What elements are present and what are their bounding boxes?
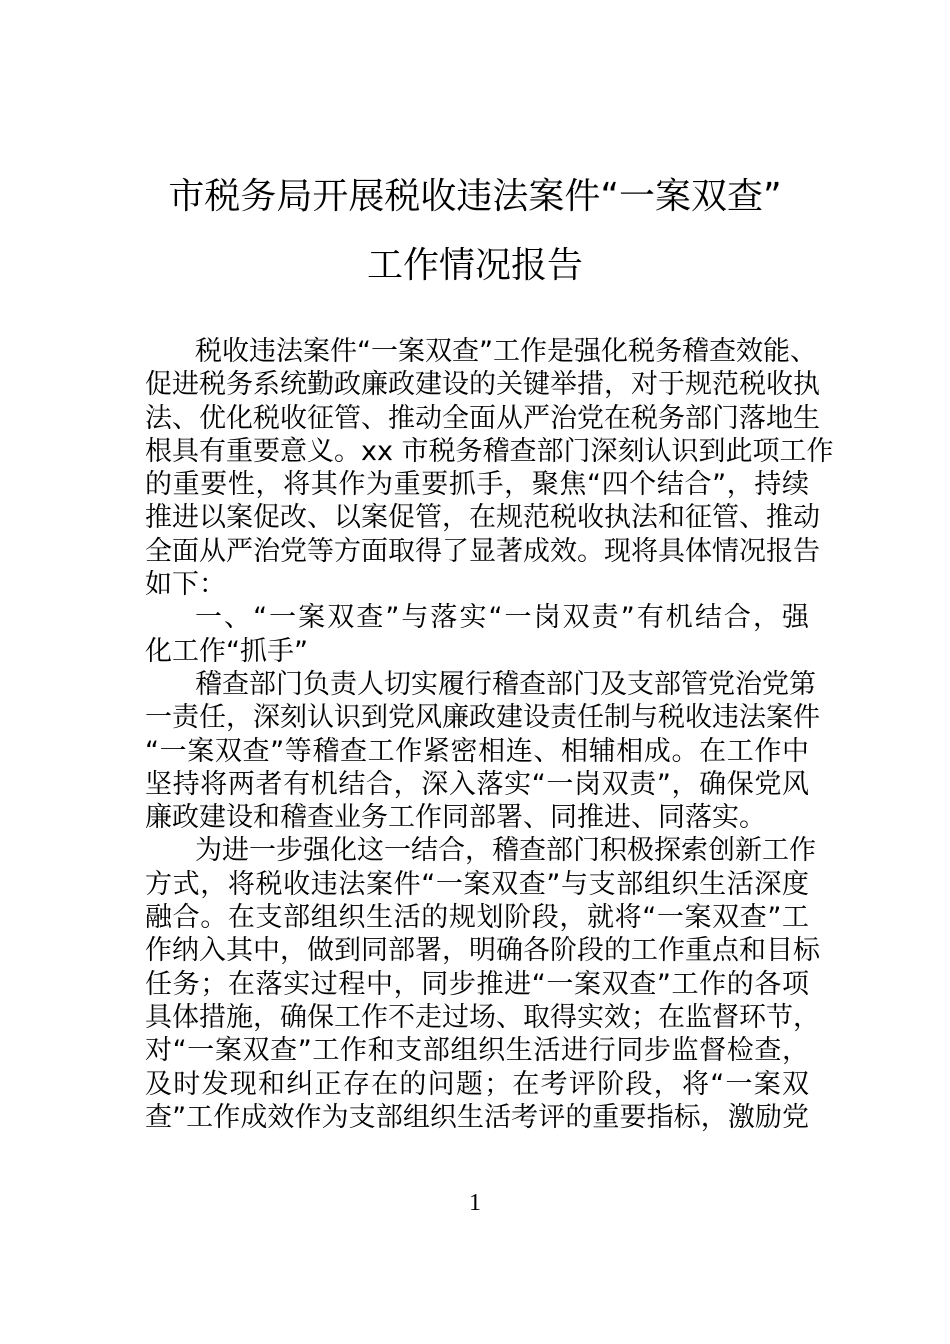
text-line: 融合。在支部组织生活的规划阶段，就将“一案双查”工 [145, 902, 809, 934]
text-line: 化工作“抓手” [145, 635, 308, 667]
text-line: 一责任，深刻认识到党风廉政建设责任制与税收违法案件 [145, 702, 820, 734]
text-line: 根具有重要意义。xx 市税务稽查部门深刻认识到此项工作 [145, 435, 834, 467]
text-line: 方式，将税收违法案件“一案双查”与支部组织生活深度 [145, 868, 809, 900]
text-line: 为进一步强化这一结合，稽查部门积极探索创新工作 [195, 835, 816, 867]
text-line: 及时发现和纠正存在的问题；在考评阶段，将“一案双 [145, 1068, 809, 1100]
text-line: 廉政建设和稽查业务工作同部署、同推进、同落实。 [145, 802, 766, 834]
text-line: 一、“一案双查”与落实“一岗双责”有机结合，强 [195, 602, 809, 634]
section-heading [145, 601, 809, 668]
text-line: 税收违法案件“一案双查”工作是强化税务稽查效能、 [195, 336, 817, 367]
text-line: 如下： [145, 569, 226, 601]
document-title-line-1: 市税务局开展税收违法案件“一案双查” [168, 176, 782, 217]
paragraph [145, 335, 834, 601]
text-line: 全面从严治党等方面取得了显著成效。现将具体情况报告 [145, 535, 820, 567]
text-line: “一案双查”等稽查工作紧密相连、相辅相成。在工作中 [145, 735, 809, 767]
text-line: 对“一案双查”工作和支部组织生活进行同步监督检查， [145, 1035, 809, 1067]
text-line: 推进以案促改、以案促管，在规范税收执法和征管、推动 [145, 502, 820, 534]
text-line: 任务；在落实过程中，同步推进“一案双查”工作的各项 [145, 968, 809, 1000]
text-line: 具体措施，确保工作不走过场、取得实效；在监督环节， [145, 1001, 820, 1033]
document-title-line-2: 工作情况报告 [366, 245, 583, 286]
paragraph [145, 834, 820, 1134]
document-body [145, 335, 834, 1134]
text-line: 的重要性，将其作为重要抓手，聚焦“四个结合”，持续 [145, 469, 809, 501]
text-line: 作纳入其中，做到同部署，明确各阶段的工作重点和目标 [145, 935, 820, 967]
text-line: 坚持将两者有机结合，深入落实“一岗双责”，确保党风 [145, 768, 809, 800]
text-line: 法、优化税收征管、推动全面从严治党在税务部门落地生 [145, 402, 820, 434]
text-line: 查”工作成效作为支部组织生活考评的重要指标，激励党 [145, 1101, 809, 1133]
text-line: 促进税务系统勤政廉政建设的关键举措，对于规范税收执 [145, 369, 820, 401]
text-line: 稽查部门负责人切实履行稽查部门及支部管党治党第 [195, 668, 816, 700]
paragraph [145, 668, 820, 834]
page-number: 1 [469, 1190, 481, 1216]
